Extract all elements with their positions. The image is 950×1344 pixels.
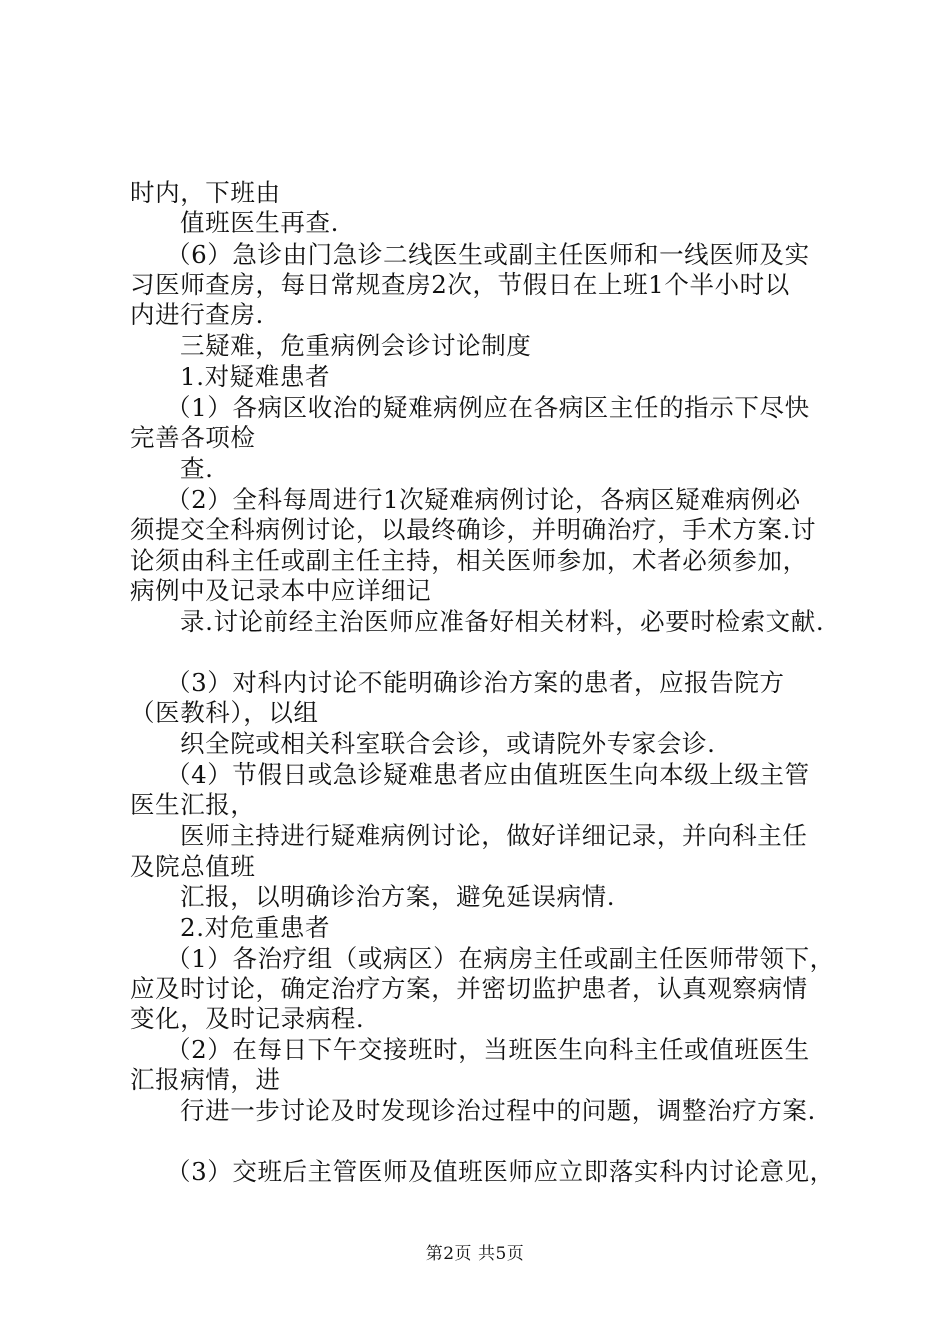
text-line: 织全院或相关科室联合会诊，或请院外专家会诊. <box>180 729 716 758</box>
text-line: 查. <box>180 454 214 483</box>
text-line: 汇报，以明确诊治方案，避免延误病情. <box>180 882 616 911</box>
subsection-heading: 2.对危重患者 <box>180 913 331 942</box>
section-heading: 三疑难，危重病例会诊讨论制度 <box>180 331 532 360</box>
text-line: 医生汇报， <box>130 790 256 819</box>
text-line: （1）各病区收治的疑难病例应在各病区主任的指示下尽快 <box>166 393 810 422</box>
text-line: （2）全科每周进行1次疑难病例讨论，各病区疑难病例必 <box>166 485 801 514</box>
text-line: 行进一步讨论及时发现诊治过程中的问题，调整治疗方案. <box>180 1096 816 1125</box>
text-line: （2）在每日下午交接班时，当班医生向科主任或值班医生 <box>166 1035 810 1064</box>
text-line: （1）各治疗组（或病区）在病房主任或副主任医师带领下， <box>166 944 835 973</box>
text-line: 须提交全科病例讨论，以最终确诊，并明确治疗，手术方案.讨 <box>130 515 817 544</box>
text-line: 汇报病情，进 <box>130 1065 281 1094</box>
text-line: （3）交班后主管医师及值班医师应立即落实科内讨论意见， <box>166 1157 835 1186</box>
text-line: 完善各项检 <box>130 423 256 452</box>
text-line: （3）对科内讨论不能明确诊治方案的患者，应报告院方 <box>166 668 785 697</box>
text-line: 习医师查房，每日常规查房2次，节假日在上班1个半小时以 <box>130 270 790 299</box>
text-line: 录.讨论前经主治医师应准备好相关材料，必要时检索文献. <box>180 607 825 636</box>
text-line: 时内，下班由 <box>130 178 281 207</box>
text-line: （4）节假日或急诊疑难患者应由值班医生向本级上级主管 <box>166 760 810 789</box>
page-number-footer: 第2页 共5页 <box>425 1244 525 1264</box>
text-line: 论须由科主任或副主任主持，相关医师参加，术者必须参加， <box>130 546 808 575</box>
text-line: （医教科），以组 <box>130 698 319 727</box>
text-line: 医师主持进行疑难病例讨论，做好详细记录，并向科主任 <box>180 821 808 850</box>
text-line: 应及时讨论，确定治疗方案，并密切监护患者，认真观察病情 <box>130 974 808 1003</box>
subsection-heading: 1.对疑难患者 <box>180 362 331 391</box>
text-line: 及院总值班 <box>130 852 256 881</box>
text-line: 病例中及记录本中应详细记 <box>130 576 432 605</box>
text-line: 变化，及时记录病程. <box>130 1004 365 1033</box>
text-line: 值班医生再查. <box>180 208 339 237</box>
text-line: （6）急诊由门急诊二线医生或副主任医师和一线医师及实 <box>166 240 810 269</box>
text-line: 内进行查房. <box>130 300 264 329</box>
